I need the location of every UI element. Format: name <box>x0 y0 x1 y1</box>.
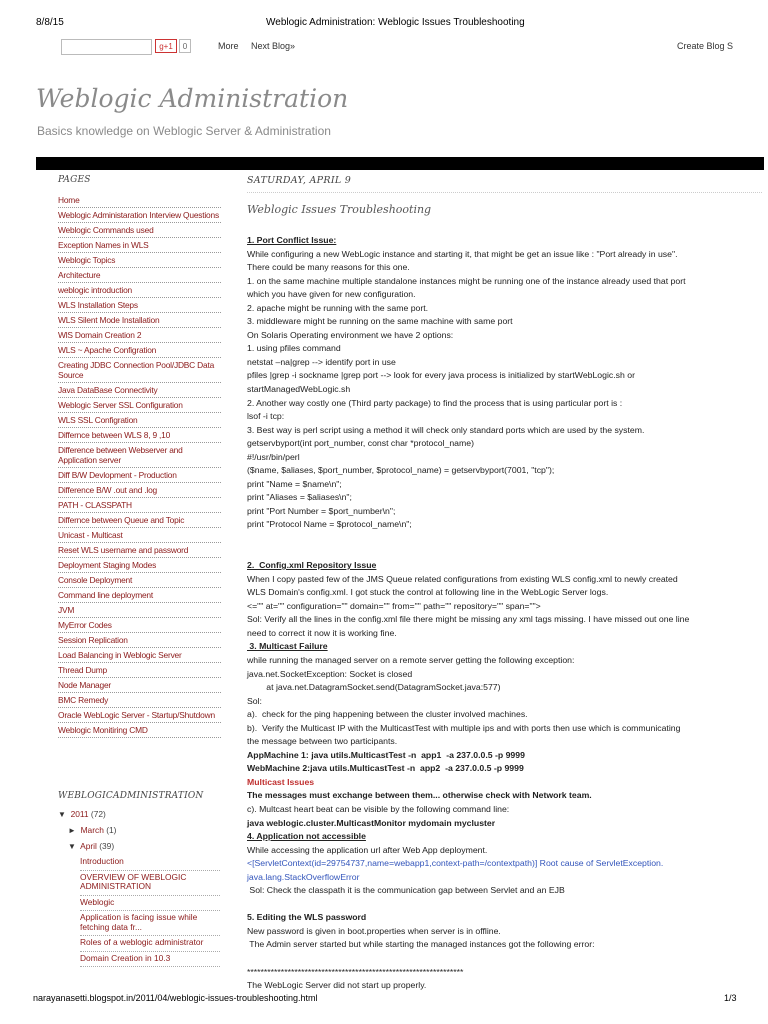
sidebar-page-link[interactable]: WLS Silent Mode Installation <box>58 313 221 328</box>
post-text-line: On Solaris Operating environment we have 2 options: <box>247 329 454 340</box>
post-text-line: print "Protocol Name = $protocol_name\n"; <box>247 519 412 530</box>
sidebar-page-link[interactable]: Weblogic Monitiring CMD <box>58 723 221 738</box>
archive-year-link[interactable]: 2011 <box>70 809 89 819</box>
post-body <box>247 234 767 993</box>
sidebar-page-link[interactable]: WLS Installation Steps <box>58 298 221 313</box>
post-text-line: While configuring a new WebLogic instance and starting it, that might be get an issue like : "Port already in use". <box>247 248 678 259</box>
sidebar-page-link[interactable]: PATH - CLASSPATH <box>58 498 221 513</box>
post-text-line: at java.net.DatagramSocket.send(DatagramSocket.java:577) <box>247 682 501 693</box>
archive-heading: WEBLOGICADMINISTRATION <box>58 791 204 801</box>
post-text-line: ($name, $aliases, $port_number, $protocol_name) = getservbyport(7001, "tcp"); <box>247 465 555 476</box>
sidebar-page-link[interactable]: Command line deployment <box>58 588 221 603</box>
post-title[interactable]: Weblogic Issues Troubleshooting <box>247 203 432 216</box>
next-blog-link[interactable]: Next Blog» <box>251 41 296 51</box>
post-text-line: 3. Best way is perl script using a method it will check only standard ports which are used by the system. <box>247 424 645 435</box>
sidebar-page-link[interactable]: Difference between Webserver and Application server <box>58 443 221 468</box>
post-text-line: When I copy pasted few of the JMS Queue related configurations from existing WLS config.xml to newly created <box>247 573 678 584</box>
sidebar-page-link[interactable]: Load Balancing in Weblogic Server <box>58 648 221 663</box>
archive-post-link[interactable]: Application is facing issue while fetching data fr... <box>80 911 220 936</box>
more-link[interactable]: More <box>218 41 239 51</box>
print-date: 8/8/15 <box>36 17 64 28</box>
sidebar-page-link[interactable]: Reset WLS username and password <box>58 543 221 558</box>
post-text-line: a). check for the ping happening between the cluster involved machines. <box>247 709 528 720</box>
post-text-line: While accessing the application url after Web App deployment. <box>247 844 488 855</box>
post-text-line: need to correct it now it is working fine. <box>247 627 397 638</box>
pages-heading: PAGES <box>58 175 91 185</box>
header-divider-bar <box>36 157 764 170</box>
post-text-line: print "Aliases = $aliases\n"; <box>247 492 352 503</box>
sidebar-page-link[interactable]: Difference B/W .out and .log <box>58 483 221 498</box>
post-text-line: lsof -i tcp: <box>247 411 285 422</box>
archive-post-link[interactable]: Roles of a weblogic administrator <box>80 936 220 952</box>
post-text-line: startManagedWebLogic.sh <box>247 384 351 395</box>
sidebar-page-link[interactable]: Session Replication <box>58 633 221 648</box>
sidebar-page-link[interactable]: Weblogic Commands used <box>58 223 221 238</box>
sidebar-page-link[interactable]: Home <box>58 193 221 208</box>
post-text-line: Sol: <box>247 695 262 706</box>
post-section-heading: 2. Config.xml Repository Issue <box>247 560 377 571</box>
post-link-line[interactable]: <[ServletContext(id=29754737,name=webapp1,context-path=/contextpath)] Root cause of ServletException. <box>247 858 664 869</box>
sidebar-page-link[interactable]: Architecture <box>58 268 221 283</box>
post-text-line: 1. on the same machine multiple standalone instances might be running one of the instance already used that port <box>247 275 686 286</box>
sidebar-page-link[interactable]: Java DataBase Connectivity <box>58 383 221 398</box>
post-text-line: AppMachine 1: java utils.MulticastTest -n app1 -a 237.0.0.5 -p 9999 <box>247 749 525 760</box>
post-text-line: b). Verify the Multicast IP with the MulticastTest with multiple ips and with ports then use which is communicating <box>247 722 681 733</box>
sidebar-page-link[interactable]: Weblogic Administaration Interview Questions <box>58 208 221 223</box>
sidebar-page-link[interactable]: WlS Domain Creation 2 <box>58 328 221 343</box>
post-text-line: WLS Domain's config.xml. I got stuck the control at following line in the WebLogic Server logs. <box>247 587 609 598</box>
post-text-line: The Admin server started but while starting the managed instances got the following error: <box>247 939 595 950</box>
navbar-search-input[interactable] <box>61 39 152 55</box>
archive-month-april[interactable]: April <box>80 841 97 851</box>
post-text-line: #!/usr/bin/perl <box>247 451 300 462</box>
sidebar-page-link[interactable]: Differnce between WLS 8, 9 ,10 <box>58 428 221 443</box>
post-spacer <box>247 898 767 912</box>
post-text-line: 2. Another way costly one (Third party package) to find the process that is using particular port is : <box>247 397 623 408</box>
post-text-line: 1. using pfiles command <box>247 343 341 354</box>
archive-post-link[interactable]: Domain Creation in 10.3 <box>80 952 220 968</box>
archive-post-list <box>80 855 220 967</box>
sidebar-page-link[interactable]: JVM <box>58 603 221 618</box>
post-text-line: java weblogic.cluster.MulticastMonitor mydomain mycluster <box>247 817 496 828</box>
sidebar-page-link[interactable]: Oracle WebLogic Server - Startup/Shutdown <box>58 708 221 723</box>
post-text-line: **************************************************************** <box>247 966 464 977</box>
post-text-line: Sol: Check the classpath it is the communication gap between Servlet and an EJB <box>247 885 565 896</box>
post-text-line: netstat –na|grep --> identify port in use <box>247 356 396 367</box>
post-text-line: which you have given for new configuration. <box>247 289 416 300</box>
sidebar-page-link[interactable]: Diff B/W Devlopment - Production <box>58 468 221 483</box>
post-text-line: print "Name = $name\n"; <box>247 478 342 489</box>
post-text-line: 5. Editing the WLS password <box>247 912 367 923</box>
collapsed-triangle-icon[interactable]: ► <box>68 826 76 835</box>
post-text-line: <="" at="" configuration="" domain="" from="" path="" repository="" span=""> <box>247 600 541 611</box>
post-date-header: SATURDAY, APRIL 9 <box>247 175 352 186</box>
sidebar-page-link[interactable]: Console Deployment <box>58 573 221 588</box>
sidebar-page-link[interactable]: Node Manager <box>58 678 221 693</box>
create-blog-link[interactable]: Create Blog <box>677 41 725 51</box>
date-divider <box>247 192 762 193</box>
sidebar-page-link[interactable]: weblogic introduction <box>58 283 221 298</box>
archive-post-link[interactable]: OVERVIEW OF WEBLOGIC ADMINISTRATION <box>80 871 220 896</box>
post-text-line: print "Port Number = $port_number\n"; <box>247 505 396 516</box>
post-text-line: New password is given in boot.properties when server is in offline. <box>247 925 501 936</box>
post-text-line: WebMachine 2:java utils.MulticastTest -n app2 -a 237.0.0.5 -p 9999 <box>247 763 524 774</box>
print-footer-page: 1/3 <box>724 993 737 1003</box>
print-title: Weblogic Administration: Weblogic Issues Troubleshooting <box>266 17 525 28</box>
post-text-line: pfiles |grep -i sockname |grep port --> look for every java process is initialized by startWebLogic.sh or <box>247 370 635 381</box>
post-text-line: c). Multcast heart beat can be visible by the following command line: <box>247 803 510 814</box>
pages-list <box>58 193 221 738</box>
archive-year-count: (72) <box>90 809 106 819</box>
archive-march-count: (1) <box>106 825 117 835</box>
post-text-line: getservbyport(int port_number, const char *protocol_name) <box>247 438 474 449</box>
sidebar-page-link[interactable]: Unicast - Multicast <box>58 528 221 543</box>
post-text-line: The messages must exchange between them... otherwise check with Network team. <box>247 790 592 801</box>
archive-post-link[interactable]: Introduction <box>80 855 220 871</box>
post-text-line: 3. middleware might be running on the same machine with same port <box>247 316 513 327</box>
post-text-line: while running the managed server on a remote server getting the following exception: <box>247 654 575 665</box>
post-text-line: The WebLogic Server did not start up properly. <box>247 980 427 991</box>
post-text-line: 2. apache might be running with the same port. <box>247 302 429 313</box>
archive-month-march[interactable]: March <box>80 825 104 835</box>
sidebar-page-link[interactable]: BMC Remedy <box>58 693 221 708</box>
sidebar-page-link[interactable]: WLS SSL Configration <box>58 413 221 428</box>
sidebar-page-link[interactable]: Weblogic Topics <box>58 253 221 268</box>
post-section-heading: 4. Application not accessible <box>247 831 366 842</box>
blog-title[interactable]: Weblogic Administration <box>36 84 349 113</box>
sidebar-page-link[interactable]: Thread Dump <box>58 663 221 678</box>
gplus-button[interactable]: g+1 <box>155 39 177 53</box>
post-spacer <box>247 532 767 546</box>
post-text-line: java.net.SocketException: Socket is closed <box>247 668 413 679</box>
sidebar-page-link[interactable]: Differnce between Queue and Topic <box>58 513 221 528</box>
sidebar-page-link[interactable]: Deployment Staging Modes <box>58 558 221 573</box>
archive-post-link[interactable]: Weblogic <box>80 896 220 912</box>
post-text-line: the message between two participants. <box>247 736 398 747</box>
blog-description: Basics knowledge on Weblogic Server & Administration <box>37 124 331 138</box>
archive-april-count: (39) <box>99 841 115 851</box>
gplus-count: 0 <box>179 39 191 53</box>
expand-triangle-icon[interactable]: ▼ <box>58 810 66 819</box>
sidebar-page-link[interactable]: MyError Codes <box>58 618 221 633</box>
post-spacer <box>247 952 767 966</box>
sidebar-page-link[interactable]: WLS ~ Apache Configration <box>58 343 221 358</box>
sidebar-page-link[interactable]: Weblogic Server SSL Configuration <box>58 398 221 413</box>
sidebar-page-link[interactable]: Creating JDBC Connection Pool/JDBC Data Source <box>58 358 221 383</box>
post-text-line: Multicast Issues <box>247 776 315 787</box>
post-spacer <box>247 546 767 560</box>
post-section-heading: 3. Multicast Failure <box>247 641 328 652</box>
post-text-line: There could be many reasons for this one. <box>247 262 410 273</box>
expand-triangle-icon[interactable]: ▼ <box>68 842 76 851</box>
sidebar-page-link[interactable]: Exception Names in WLS <box>58 238 221 253</box>
post-section-heading: 1. Port Conflict Issue: <box>247 235 337 245</box>
print-footer-url: narayanasetti.blogspot.in/2011/04/weblogic-issues-troubleshooting.html <box>33 993 318 1003</box>
post-text-line: Sol: Verify all the lines in the config.xml file there might be missing any xml tags missing. I have missed out one line <box>247 614 690 625</box>
post-link-line[interactable]: java.lang.StackOverflowError <box>247 871 360 882</box>
sign-in-link[interactable]: S <box>727 41 734 51</box>
